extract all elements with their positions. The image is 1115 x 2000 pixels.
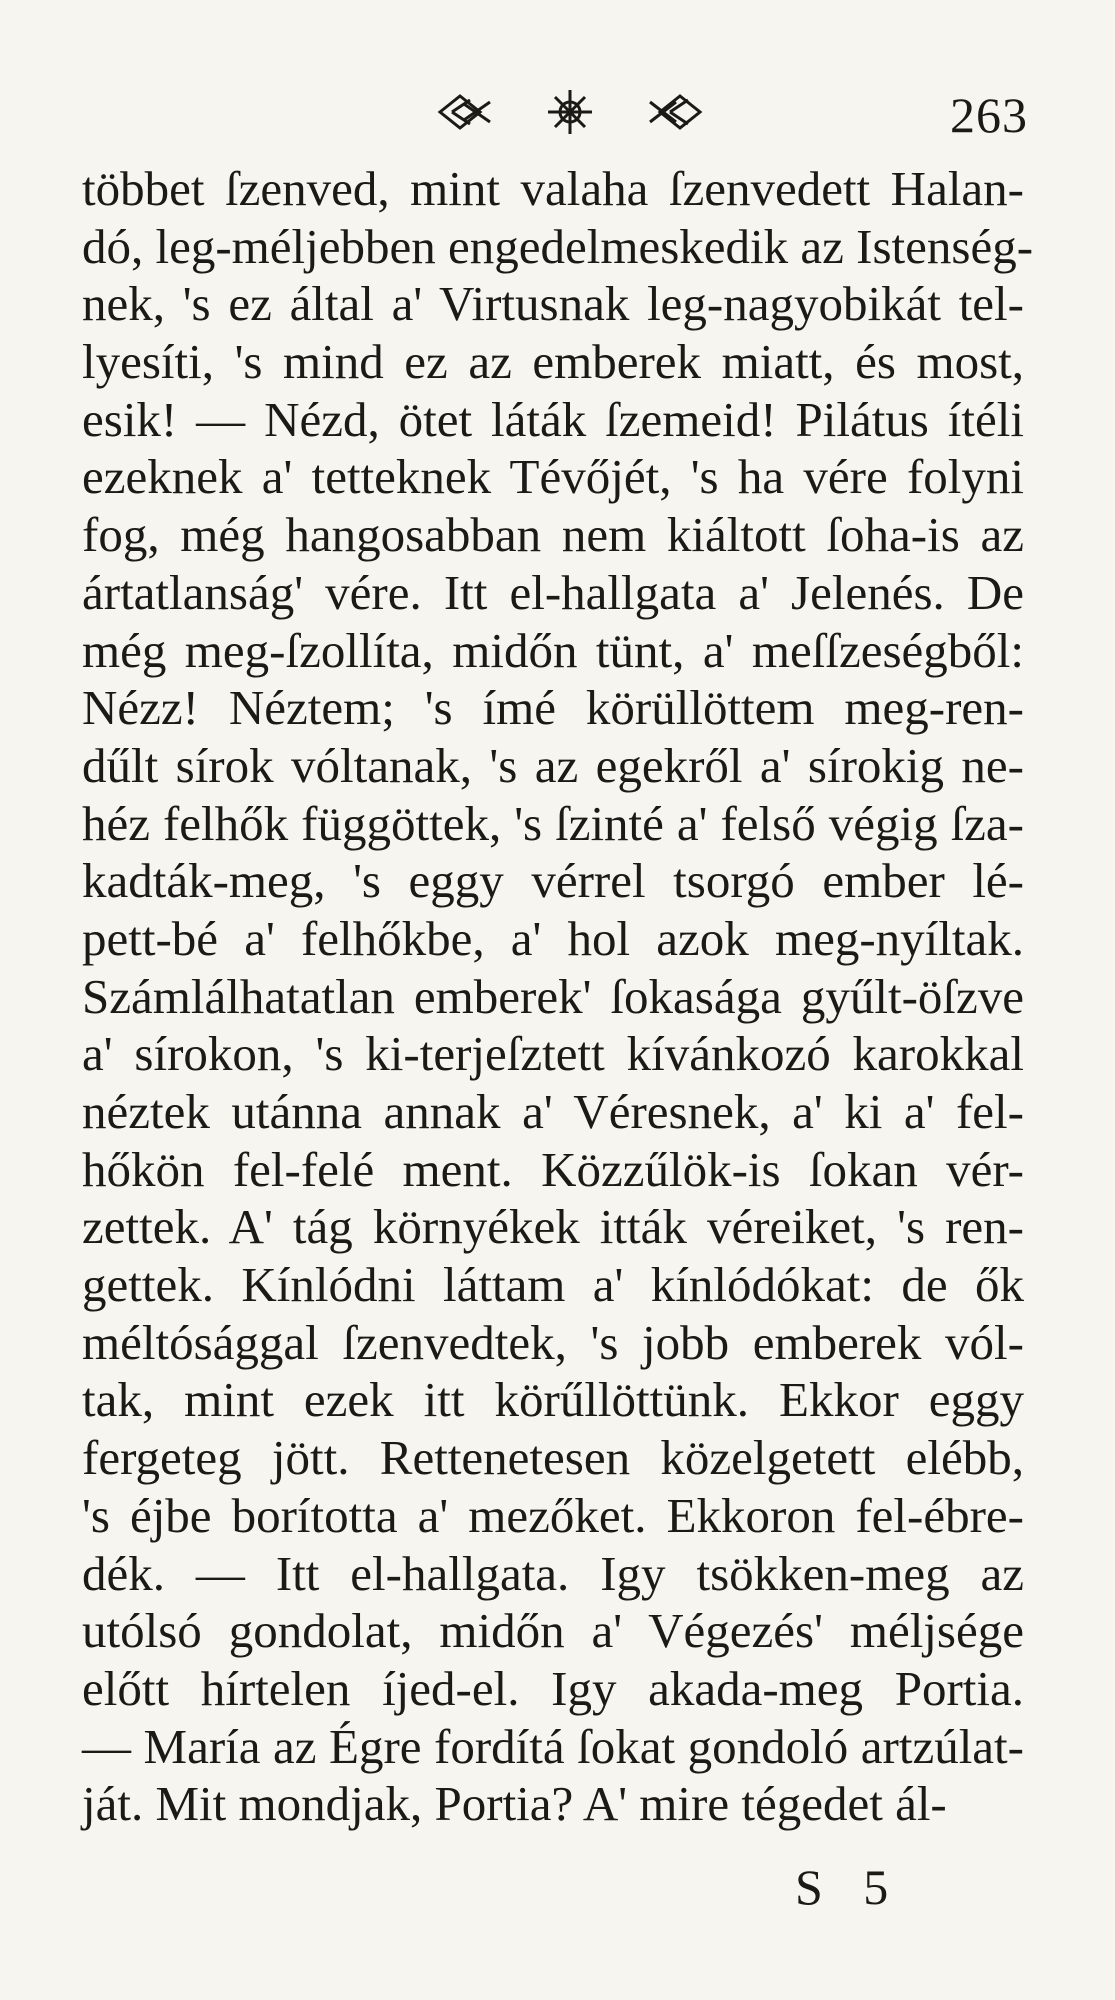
text-line: héz felhők függöttek, 's ſzinté a' felső végig ſza- xyxy=(82,795,1024,851)
text-line: dűlt sírok vóltanak, 's az egekről a' sírokig ne- xyxy=(82,737,1024,793)
text-line: előtt hírtelen íjed-el. Igy akada-meg Portia. xyxy=(82,1660,1024,1716)
text-line: méltósággal ſzenvedtek, 's jobb emberek vól- xyxy=(82,1314,1024,1370)
signature-mark: S 5 xyxy=(795,1859,903,1915)
text-line: — María az Égre fordítá ſokat gondoló artzúlat- xyxy=(82,1718,1024,1774)
text-line: Nézz! Néztem; 's ímé körüllöttem meg-ren- xyxy=(82,680,1024,736)
printer-flourish-ornament-icon xyxy=(430,82,710,142)
text-line: dék. — Itt el-hallgata. Igy tsökken-meg az xyxy=(82,1545,1024,1601)
text-line: tak, mint ezek itt körűllöttünk. Ekkor eggy xyxy=(82,1372,1024,1428)
text-line: Számlálhatatlan emberek' ſokasága gyűlt-öſzve xyxy=(82,968,1024,1024)
text-line: nek, 's ez által a' Virtusnak leg-nagyobikát tel- xyxy=(82,276,1024,332)
text-line: pett-bé a' felhőkbe, a' hol azok meg-nyíltak. xyxy=(82,910,1024,966)
text-line: kadták-meg, 's eggy vérrel tsorgó ember lé- xyxy=(82,853,1024,909)
text-line: hőkön fel-felé ment. Közzűlök-is ſokan vér- xyxy=(82,1141,1024,1197)
text-line: néztek utánna annak a' Véresnek, a' ki a' fel- xyxy=(82,1084,1024,1139)
text-line: utólsó gondolat, midőn a' Végezés' méljsége xyxy=(82,1603,1024,1659)
text-line: fergeteg jött. Rettenetesen közelgetett elébb, xyxy=(82,1430,1024,1486)
text-line: fog, még hangosabban nem kiáltott ſoha-is az xyxy=(82,507,1024,563)
text-line: esik! — Nézd, ötet láták ſzemeid! Pilátus ítéli xyxy=(82,391,1024,447)
text-line: ezeknek a' tetteknek Tévőjét, 's ha vére folyni xyxy=(82,449,1024,505)
text-line: 's éjbe borította a' mezőket. Ekkoron fel-ébre- xyxy=(82,1487,1024,1543)
text-line: dó, leg-méljebben engedelmeskedik az Istenség- xyxy=(82,218,1034,274)
text-line: lyesíti, 's mind ez az emberek miatt, és most, xyxy=(82,334,1024,390)
text-line: ártatlanság' vére. Itt el-hallgata a' Jelenés. De xyxy=(82,564,1024,620)
text-line: a' sírokon, 's ki-terjeſztett kívánkozó karokkal xyxy=(82,1026,1024,1082)
text-line: ját. Mit mondjak, Portia? A' mire tégedet ál- xyxy=(82,1776,947,1832)
page-number: 263 xyxy=(950,87,1028,143)
text-line: gettek. Kínlódni láttam a' kínlódókat: de ők xyxy=(82,1257,1024,1313)
text-line: többet ſzenved, mint valaha ſzenvedett Halan- xyxy=(82,161,1024,216)
text-line: még meg-ſzollíta, midőn tünt, a' meſſzeségből: xyxy=(82,622,1024,678)
body-text xyxy=(82,160,1034,1833)
text-line: zettek. A' tág környékek itták véreiket, 's ren- xyxy=(82,1199,1024,1255)
